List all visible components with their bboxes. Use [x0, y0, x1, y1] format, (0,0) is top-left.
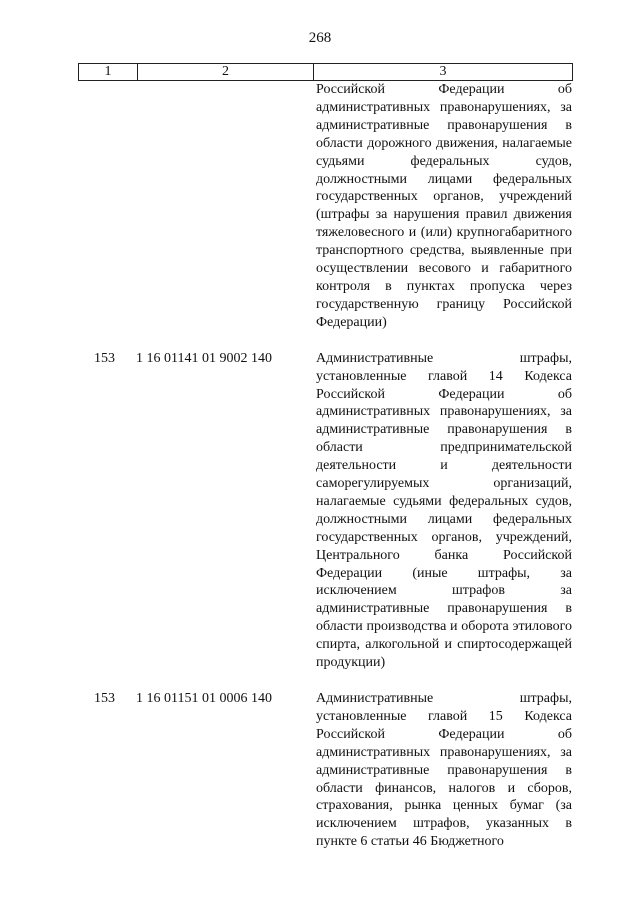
table-body: [78, 81, 572, 851]
table-row: [78, 81, 572, 332]
page-number: 268: [308, 30, 332, 46]
table-row: [78, 690, 572, 851]
row-code: 1 16 01141 01 9002 140: [136, 350, 272, 366]
row-description: Российской Федерации об административных правонарушениях, за административные правонарушения в области дорожного движения, налагаемые судьями федеральных судов, должностными лицами федеральных государственных органов, учреждений (штрафы за нарушения правил движения тяжеловесного и (или) крупногабаритного транспортного средства, выявленные при осуществлении весового и габаритного контроля в пунктах пропуска через государственную границу Российской Федерации): [316, 82, 572, 330]
table-header-row: [78, 63, 573, 81]
row-number: 153: [94, 691, 115, 706]
row-description: Административные штрафы, установленные главой 15 Кодекса Российской Федерации об административных правонарушениях, за административные правонарушения в области финансов, налогов и сборов, страхования, рынка ценных бумаг (за исключением штрафов, указанных в пункте 6 статьи 46 Бюджетного: [316, 691, 572, 850]
row-code: 1 16 01151 01 0006 140: [136, 691, 272, 706]
column-header-1: 1: [79, 64, 138, 80]
table-row: [78, 350, 572, 672]
row-code: [136, 81, 316, 332]
row-description: Административные штрафы, установленные главой 14 Кодекса Российской Федерации об административных правонарушениях, за административные правонарушения в области предпринимательской деятельности и деятельности саморегулируемых организаций, налагаемые судьями федеральных судов, должностными лицами федеральных государственных органов, учреждений, Центрального банка Российской Федерации (иные штрафы, за исключением штрафов за административные правонарушения в области производства и оборота этилового спирта, алкогольной и спиртосодержащей продукции): [316, 350, 572, 671]
column-header-3: 3: [439, 64, 447, 79]
column-header-2: 2: [138, 64, 314, 80]
row-number: 153: [94, 350, 115, 366]
row-number: [78, 81, 136, 332]
